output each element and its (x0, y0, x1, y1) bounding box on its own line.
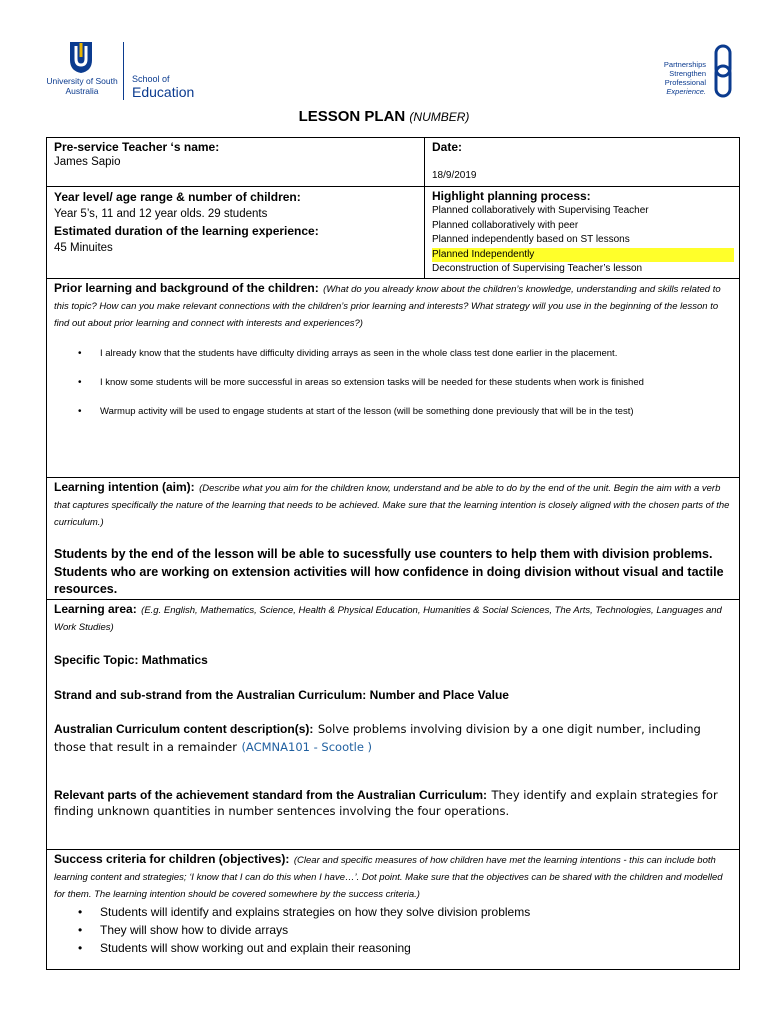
row-prior-learning (47, 278, 739, 477)
date-cell (425, 138, 739, 183)
year-value: Year 5’s, 11 and 12 year olds. 29 students (54, 208, 268, 220)
area-guide: (E.g. English, Mathematics, Science, Health & Physical Education, Humanities & Social Sciences, The Arts, Technologies, Languages and Work Studies) (54, 605, 722, 633)
date-label: Date: (432, 140, 463, 154)
list-item: • Students will show working out and explain their reasoning (54, 939, 732, 957)
content-text: Solve problems involving division by a one digit number, including those that result in a remainder (54, 722, 701, 754)
pspe-text: Partnerships Strengthen Professional Experience. (663, 60, 706, 96)
content-description (54, 720, 732, 756)
prior-label: Prior learning and background of the children: (54, 281, 319, 295)
planning-option: Planned collaboratively with peer (432, 219, 579, 231)
logo-divider (123, 42, 124, 100)
row-teacher-date (47, 138, 739, 186)
unisa-logo (46, 40, 206, 102)
list-item: • I know some students will be more successful in areas so extension tasks will be needed for these students when work is finished (54, 375, 732, 390)
year-label: Year level/ age range & number of children: (54, 190, 301, 204)
unisa-shield-icon (68, 40, 94, 74)
row-learning-area (47, 599, 739, 849)
planning-option-highlighted: Planned Independently (432, 248, 734, 263)
area-label: Learning area: (54, 602, 137, 616)
education-label: Education (132, 84, 195, 100)
planning-option: Deconstruction of Supervising Teacher’s lesson (432, 263, 643, 275)
success-list (54, 903, 732, 957)
year-cell (47, 187, 424, 259)
pspe-logo (636, 42, 736, 102)
university-name: University of South Australia (46, 76, 118, 96)
specific-topic: Specific Topic: Mathmatics (54, 653, 208, 667)
duration-value: 45 Minuites (54, 242, 113, 254)
success-cell (47, 850, 739, 959)
list-item: • Warmup activity will be used to engage students at start of the lesson (will be something done previously that will be in the test) (54, 404, 732, 419)
row-year-planning (47, 186, 739, 278)
teacher-label: Pre-service Teacher ‘s name: (54, 140, 220, 154)
planning-label: Highlight planning process: (432, 189, 591, 203)
curriculum-link[interactable]: (ACMNA101 - Scootle ) (241, 740, 373, 754)
success-label: Success criteria for children (objectives): (54, 852, 290, 866)
row-success-criteria (47, 849, 739, 969)
area-cell (47, 600, 739, 821)
achievement-standard (54, 787, 732, 819)
prior-guide: (What do you already know about the children’s knowledge, understanding and skills related to this topic? How can you make relevant connections with the children’s prior learning and interests? What strategy will you use in the beginning of the lesson to find out about prior learning and connect with interests and experiences?) (54, 284, 721, 329)
achievement-label: Relevant parts of the achievement standard from the Australian Curriculum: (54, 788, 487, 802)
prior-list (54, 346, 732, 419)
date-value: 18/9/2019 (432, 170, 477, 181)
pspe-mark-icon (714, 44, 732, 98)
planning-option: Planned independently based on ST lessons (432, 234, 630, 246)
intention-label: Learning intention (aim): (54, 480, 195, 494)
lesson-plan-table (46, 137, 740, 970)
intention-guide: (Describe what you aim for the children know, understand and be able to do by the end of the unit. Begin the aim with a verb that captures specifically the nature of the learning that needs to be achieved. Make sure that the learning intention is closely aligned with the chosen parts of the curriculum.) (54, 483, 730, 528)
achievement-text: They identify and explain strategies for finding unknown quantities in number sentences involving the four operations. (54, 788, 718, 818)
planning-cell (425, 187, 739, 279)
row-learning-intention (47, 477, 739, 599)
duration-label: Estimated duration of the learning experience: (54, 224, 319, 238)
teacher-name: James Sapio (54, 156, 121, 168)
content-label: Australian Curriculum content description(s): (54, 722, 314, 736)
school-of-label: School of (132, 74, 170, 84)
intention-answer: Students by the end of the lesson will be able to sucessfully use counters to help them with division problems. Students who are working on extension activities will how confidence in doing division without visual and tactile resources. (54, 547, 724, 596)
intention-cell (47, 478, 739, 601)
prior-cell (47, 279, 739, 421)
list-item: • They will show how to divide arrays (54, 921, 732, 939)
list-item: • Students will identify and explains strategies on how they solve division problems (54, 903, 732, 921)
teacher-cell (47, 138, 424, 170)
success-guide: (Clear and specific measures of how children have met the learning intentions - this can include both learning content and strategies; ‘I know that I can do this when I have…’. Dot point. Make sure that the objectives can be shared with the children and modelled for them. The learning intention should be covered somewhere by the success criteria.) (54, 855, 723, 900)
page-title: LESSON PLAN (NUMBER) (298, 108, 470, 125)
strand: Strand and sub-strand from the Australian Curriculum: Number and Place Value (54, 688, 509, 702)
list-item: • I already know that the students have difficulty dividing arrays as seen in the whole class test done earlier in the placement. (54, 346, 732, 361)
planning-option: Planned collaboratively with Supervising Teacher (432, 205, 649, 216)
